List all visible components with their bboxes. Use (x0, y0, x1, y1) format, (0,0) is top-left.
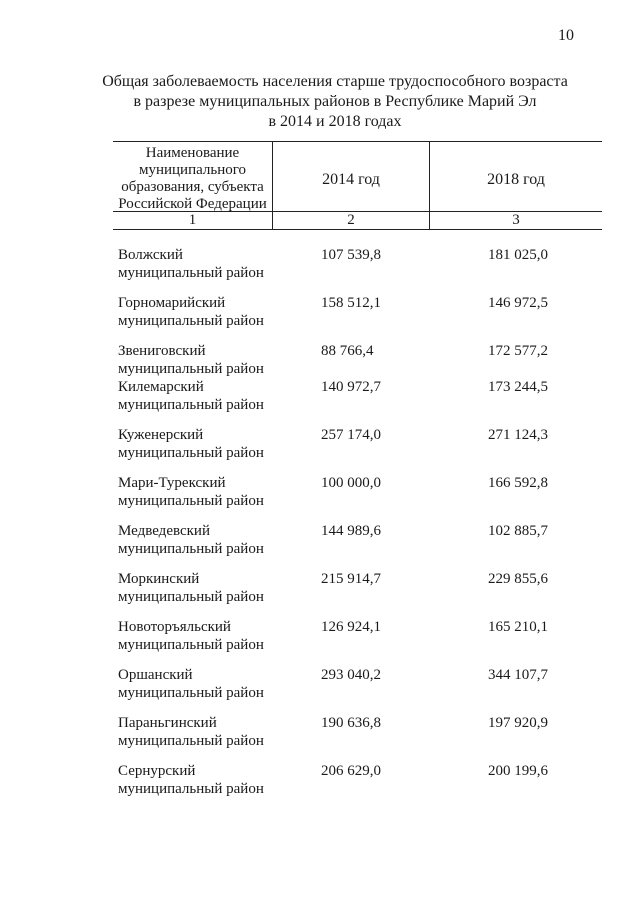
table-row (118, 474, 598, 522)
value-2014: 88 766,4 (321, 343, 374, 359)
table-header-row (113, 141, 602, 211)
value-2014: 107 539,8 (321, 247, 381, 263)
municipality-name: Волжский муниципальный район (118, 247, 264, 281)
header-municipality: Наименование муниципального образования, субъекта Российской Федерации (113, 142, 273, 211)
value-2014: 126 924,1 (321, 619, 381, 635)
municipality-name: Куженерский муниципальный район (118, 427, 264, 461)
table-row (118, 522, 598, 570)
column-number-2: 2 (273, 212, 430, 229)
table-row (118, 378, 598, 426)
value-2018: 200 199,6 (488, 763, 548, 779)
value-2018: 271 124,3 (488, 427, 548, 443)
title-line-3: в 2014 и 2018 годах (268, 113, 402, 130)
table-row (118, 570, 598, 618)
value-2018: 172 577,2 (488, 343, 548, 359)
municipality-name: Килемарский муниципальный район (118, 379, 264, 413)
value-2018: 102 885,7 (488, 523, 548, 539)
table-row (118, 666, 598, 714)
municipality-name: Сернурский муниципальный район (118, 763, 264, 797)
value-2014: 100 000,0 (321, 475, 381, 491)
page-number: 10 (558, 27, 574, 44)
value-2018: 229 855,6 (488, 571, 548, 587)
value-2018: 173 244,5 (488, 379, 548, 395)
value-2014: 257 174,0 (321, 427, 381, 443)
morbidity-table (113, 141, 602, 230)
municipality-name: Звениговский муниципальный район (118, 343, 264, 377)
table-row (118, 246, 598, 294)
table-row (118, 714, 598, 762)
municipality-name: Горномарийский муниципальный район (118, 295, 264, 329)
municipality-name: Мари-Турекский муниципальный район (118, 475, 264, 509)
title-line-2: в разрезе муниципальных районов в Республике Марий Эл (133, 93, 537, 110)
table-row (118, 342, 598, 378)
value-2018: 166 592,8 (488, 475, 548, 491)
value-2018: 165 210,1 (488, 619, 548, 635)
document-title (100, 72, 570, 132)
value-2018: 344 107,7 (488, 667, 548, 683)
table-row (118, 294, 598, 342)
value-2014: 190 636,8 (321, 715, 381, 731)
value-2018: 181 025,0 (488, 247, 548, 263)
value-2014: 206 629,0 (321, 763, 381, 779)
table-row (118, 618, 598, 666)
value-2014: 140 972,7 (321, 379, 381, 395)
table-body (118, 246, 598, 810)
value-2014: 293 040,2 (321, 667, 381, 683)
table-row (118, 426, 598, 474)
municipality-name: Параньгинский муниципальный район (118, 715, 264, 749)
municipality-name: Оршанский муниципальный район (118, 667, 264, 701)
column-number-3: 3 (512, 212, 520, 228)
header-2018: 2018 год (487, 171, 545, 188)
column-number-row (113, 211, 602, 230)
value-2014: 144 989,6 (321, 523, 381, 539)
municipality-name: Медведевский муниципальный район (118, 523, 264, 557)
value-2014: 158 512,1 (321, 295, 381, 311)
table-row (118, 762, 598, 810)
title-line-1: Общая заболеваемость населения старше трудоспособного возраста (102, 73, 568, 90)
header-2014: 2014 год (273, 142, 430, 211)
municipality-name: Моркинский муниципальный район (118, 571, 264, 605)
value-2018: 197 920,9 (488, 715, 548, 731)
value-2018: 146 972,5 (488, 295, 548, 311)
value-2014: 215 914,7 (321, 571, 381, 587)
column-number-1: 1 (113, 212, 273, 229)
municipality-name: Новоторъяльский муниципальный район (118, 619, 264, 653)
